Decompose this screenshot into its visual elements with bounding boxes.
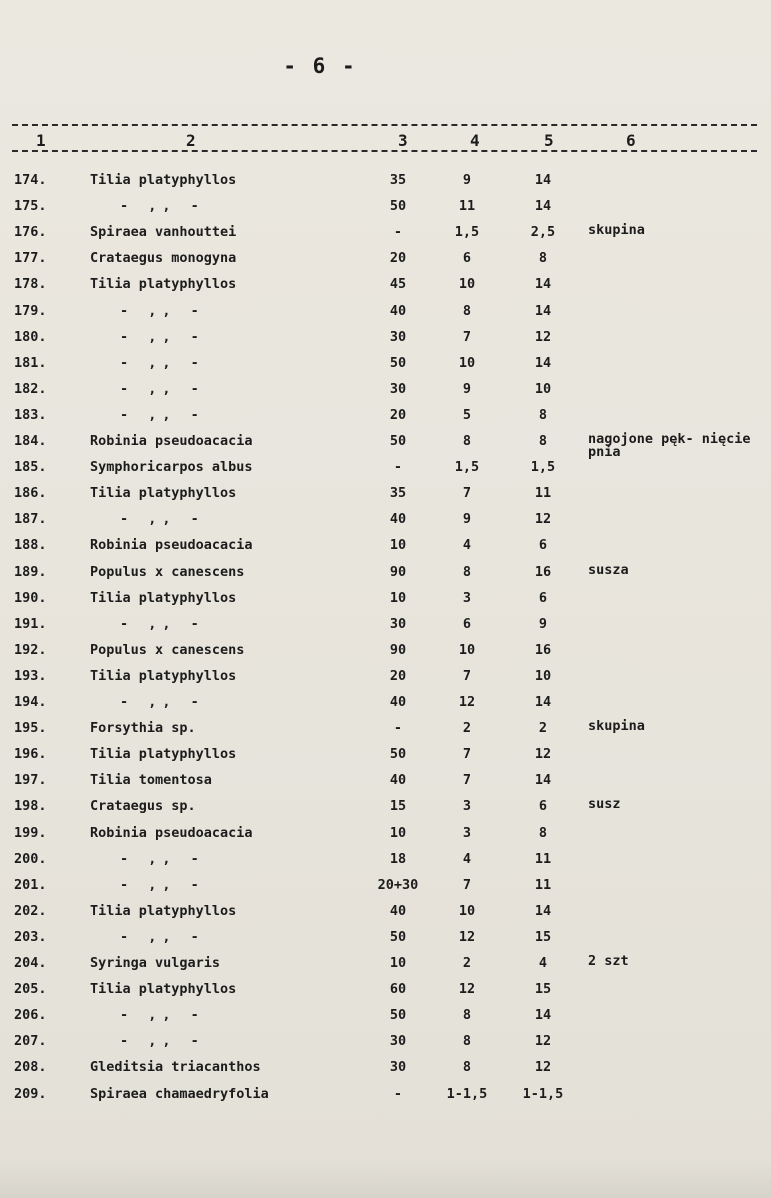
species-name: Spiraea vanhouttei bbox=[90, 224, 237, 241]
table-row bbox=[0, 1029, 771, 1055]
col-5-value: 15 bbox=[534, 981, 552, 998]
species-name: Tilia platyphyllos bbox=[90, 485, 237, 502]
species-name: Tilia platyphyllos bbox=[90, 981, 237, 998]
col-5-value: 8 bbox=[538, 433, 548, 449]
row-number: 185. bbox=[14, 459, 47, 476]
col-3-value: 20 bbox=[389, 667, 407, 684]
row-number: 191. bbox=[14, 615, 47, 632]
table-row bbox=[0, 351, 771, 377]
col-4-value: 10 bbox=[458, 902, 476, 919]
row-number: 187. bbox=[14, 511, 47, 528]
species-name: Symphoricarpos albus bbox=[90, 459, 253, 476]
table-row bbox=[0, 272, 771, 298]
species-name: Tilia tomentosa bbox=[90, 772, 212, 789]
species-name: - ,, - bbox=[120, 406, 205, 423]
table-row bbox=[0, 847, 771, 873]
col-4-value: 5 bbox=[462, 406, 472, 423]
header-col-5: 5 bbox=[544, 131, 554, 150]
row-number: 175. bbox=[14, 198, 47, 215]
species-name: Gleditsia triacanthos bbox=[90, 1059, 261, 1076]
col-3-value: 90 bbox=[389, 641, 407, 658]
table-row bbox=[0, 821, 771, 847]
col-4-value: 7 bbox=[462, 746, 472, 763]
col-5-value: 12 bbox=[534, 1033, 552, 1050]
col-3-value: 40 bbox=[389, 902, 407, 919]
row-number: 201. bbox=[14, 876, 47, 893]
table-row bbox=[0, 612, 771, 638]
col-4-value: 6 bbox=[462, 250, 472, 267]
table-header bbox=[0, 128, 771, 150]
row-number: 197. bbox=[14, 772, 47, 789]
header-col-4: 4 bbox=[470, 131, 480, 150]
col-4-value: 12 bbox=[458, 694, 476, 710]
species-name: - ,, - bbox=[120, 928, 205, 945]
col-5-value: 14 bbox=[534, 772, 552, 789]
col-5-value: 9 bbox=[538, 615, 548, 632]
col-4-value: 1-1,5 bbox=[446, 1085, 488, 1102]
page-number: - 6 - bbox=[283, 54, 357, 78]
species-name: Tilia platyphyllos bbox=[90, 172, 237, 188]
col-3-value: 30 bbox=[389, 1059, 407, 1076]
col-4-value: 11 bbox=[458, 198, 476, 215]
col-5-value: 6 bbox=[538, 589, 548, 606]
col-4-value: 1,5 bbox=[454, 224, 480, 241]
remarks: nagojone pęk- nięcie pnia bbox=[588, 431, 751, 460]
col-3-value: - bbox=[393, 720, 403, 737]
col-5-value: 12 bbox=[534, 1059, 552, 1076]
col-5-value: 14 bbox=[534, 302, 552, 319]
table-row bbox=[0, 481, 771, 507]
species-name: Forsythia sp. bbox=[90, 720, 196, 737]
table-row bbox=[0, 794, 771, 820]
col-4-value: 4 bbox=[462, 850, 472, 867]
row-number: 182. bbox=[14, 380, 47, 397]
table-row bbox=[0, 325, 771, 351]
row-number: 198. bbox=[14, 798, 47, 815]
col-4-value: 2 bbox=[462, 955, 472, 971]
table-row bbox=[0, 586, 771, 612]
col-5-value: 15 bbox=[534, 928, 552, 945]
species-name: - ,, - bbox=[120, 1007, 205, 1024]
col-3-value: 50 bbox=[389, 433, 407, 449]
col-5-value: 10 bbox=[534, 667, 552, 684]
table-row bbox=[0, 1082, 771, 1108]
col-3-value: 30 bbox=[389, 328, 407, 345]
page-edge-shadow bbox=[0, 1160, 771, 1198]
col-4-value: 9 bbox=[462, 172, 472, 188]
table-row bbox=[0, 299, 771, 325]
col-3-value: 50 bbox=[389, 746, 407, 763]
col-5-value: 14 bbox=[534, 198, 552, 215]
table-row bbox=[0, 638, 771, 664]
row-number: 195. bbox=[14, 720, 47, 737]
row-number: 178. bbox=[14, 276, 47, 293]
species-name: - ,, - bbox=[120, 354, 205, 371]
species-name: Crataegus sp. bbox=[90, 798, 196, 815]
col-5-value: 14 bbox=[534, 902, 552, 919]
remarks: susza bbox=[588, 561, 629, 578]
col-3-value: - bbox=[393, 459, 403, 476]
col-3-value: - bbox=[393, 1085, 403, 1102]
col-4-value: 7 bbox=[462, 667, 472, 684]
row-number: 203. bbox=[14, 928, 47, 945]
row-number: 186. bbox=[14, 485, 47, 502]
col-4-value: 8 bbox=[462, 433, 472, 449]
col-4-value: 7 bbox=[462, 328, 472, 345]
row-number: 208. bbox=[14, 1059, 47, 1076]
row-number: 199. bbox=[14, 824, 47, 841]
table-row bbox=[0, 951, 771, 977]
col-5-value: 6 bbox=[538, 537, 548, 554]
table-row bbox=[0, 220, 771, 246]
col-3-value: 20 bbox=[389, 406, 407, 423]
col-3-value: 50 bbox=[389, 928, 407, 945]
top-rule bbox=[12, 124, 757, 126]
row-number: 189. bbox=[14, 563, 47, 580]
col-4-value: 10 bbox=[458, 354, 476, 371]
col-3-value: 40 bbox=[389, 302, 407, 319]
table-row bbox=[0, 507, 771, 533]
col-5-value: 2 bbox=[538, 720, 548, 737]
col-3-value: 50 bbox=[389, 198, 407, 215]
row-number: 200. bbox=[14, 850, 47, 867]
table-row bbox=[0, 716, 771, 742]
table-row bbox=[0, 768, 771, 794]
col-3-value: 10 bbox=[389, 955, 407, 971]
row-number: 202. bbox=[14, 902, 47, 919]
col-4-value: 7 bbox=[462, 876, 472, 893]
header-col-3: 3 bbox=[398, 131, 408, 150]
col-5-value: 1,5 bbox=[530, 459, 556, 476]
species-name: Tilia platyphyllos bbox=[90, 902, 237, 919]
col-3-value: 35 bbox=[389, 485, 407, 502]
col-5-value: 16 bbox=[534, 641, 552, 658]
col-3-value: 20+30 bbox=[377, 876, 419, 893]
row-number: 205. bbox=[14, 981, 47, 998]
col-5-value: 12 bbox=[534, 328, 552, 345]
table-row bbox=[0, 403, 771, 429]
col-4-value: 2 bbox=[462, 720, 472, 737]
table-row bbox=[0, 455, 771, 481]
row-number: 174. bbox=[14, 172, 47, 188]
row-number: 177. bbox=[14, 250, 47, 267]
col-3-value: 30 bbox=[389, 615, 407, 632]
col-4-value: 10 bbox=[458, 641, 476, 658]
col-4-value: 12 bbox=[458, 928, 476, 945]
row-number: 188. bbox=[14, 537, 47, 554]
species-name: - ,, - bbox=[120, 198, 205, 215]
row-number: 176. bbox=[14, 224, 47, 241]
col-5-value: 6 bbox=[538, 798, 548, 815]
col-3-value: 20 bbox=[389, 250, 407, 267]
species-name: - ,, - bbox=[120, 850, 205, 867]
col-3-value: 40 bbox=[389, 511, 407, 528]
species-name: Robinia pseudoacacia bbox=[90, 537, 253, 554]
species-name: - ,, - bbox=[120, 380, 205, 397]
col-5-value: 1-1,5 bbox=[522, 1085, 564, 1102]
header-rule bbox=[12, 150, 757, 152]
species-name: - ,, - bbox=[120, 694, 205, 710]
col-5-value: 14 bbox=[534, 694, 552, 710]
col-5-value: 14 bbox=[534, 276, 552, 293]
row-number: 196. bbox=[14, 746, 47, 763]
row-number: 180. bbox=[14, 328, 47, 345]
col-3-value: 30 bbox=[389, 380, 407, 397]
col-5-value: 10 bbox=[534, 380, 552, 397]
col-3-value: 30 bbox=[389, 1033, 407, 1050]
table-row bbox=[0, 246, 771, 272]
col-4-value: 6 bbox=[462, 615, 472, 632]
row-number: 192. bbox=[14, 641, 47, 658]
remarks: skupina bbox=[588, 222, 645, 239]
species-name: Tilia platyphyllos bbox=[90, 276, 237, 293]
species-name: - ,, - bbox=[120, 302, 205, 319]
species-name: Robinia pseudoacacia bbox=[90, 433, 253, 449]
table-row bbox=[0, 977, 771, 1003]
table-row bbox=[0, 690, 771, 716]
row-number: 179. bbox=[14, 302, 47, 319]
table-row bbox=[0, 377, 771, 403]
row-number: 209. bbox=[14, 1085, 47, 1102]
table-row bbox=[0, 873, 771, 899]
row-number: 207. bbox=[14, 1033, 47, 1050]
col-4-value: 7 bbox=[462, 485, 472, 502]
row-number: 183. bbox=[14, 406, 47, 423]
row-number: 184. bbox=[14, 433, 47, 449]
col-3-value: 90 bbox=[389, 563, 407, 580]
species-name: - ,, - bbox=[120, 328, 205, 345]
row-number: 190. bbox=[14, 589, 47, 606]
col-3-value: 10 bbox=[389, 589, 407, 606]
species-name: Populus x canescens bbox=[90, 563, 245, 580]
col-5-value: 11 bbox=[534, 876, 552, 893]
col-5-value: 2,5 bbox=[530, 224, 556, 241]
col-4-value: 9 bbox=[462, 380, 472, 397]
col-3-value: - bbox=[393, 224, 403, 241]
col-4-value: 9 bbox=[462, 511, 472, 528]
col-5-value: 14 bbox=[534, 1007, 552, 1024]
species-name: - ,, - bbox=[120, 615, 205, 632]
row-number: 194. bbox=[14, 694, 47, 710]
col-5-value: 14 bbox=[534, 354, 552, 371]
species-name: Populus x canescens bbox=[90, 641, 245, 658]
col-3-value: 40 bbox=[389, 694, 407, 710]
species-name: Syringa vulgaris bbox=[90, 955, 221, 971]
remarks: skupina bbox=[588, 718, 645, 735]
table-row bbox=[0, 168, 771, 194]
row-number: 193. bbox=[14, 667, 47, 684]
species-name: Robinia pseudoacacia bbox=[90, 824, 253, 841]
table-row bbox=[0, 664, 771, 690]
col-3-value: 50 bbox=[389, 354, 407, 371]
col-4-value: 12 bbox=[458, 981, 476, 998]
remarks: susz bbox=[588, 796, 621, 813]
row-number: 204. bbox=[14, 955, 47, 971]
species-name: Tilia platyphyllos bbox=[90, 746, 237, 763]
col-3-value: 45 bbox=[389, 276, 407, 293]
col-4-value: 7 bbox=[462, 772, 472, 789]
col-3-value: 18 bbox=[389, 850, 407, 867]
col-3-value: 35 bbox=[389, 172, 407, 188]
table-row bbox=[0, 899, 771, 925]
col-4-value: 3 bbox=[462, 798, 472, 815]
col-5-value: 8 bbox=[538, 824, 548, 841]
species-name: Spiraea chamaedryfolia bbox=[90, 1085, 269, 1102]
col-3-value: 40 bbox=[389, 772, 407, 789]
col-4-value: 10 bbox=[458, 276, 476, 293]
table-row bbox=[0, 194, 771, 220]
col-5-value: 12 bbox=[534, 511, 552, 528]
col-4-value: 1,5 bbox=[454, 459, 480, 476]
table-row bbox=[0, 560, 771, 586]
col-4-value: 8 bbox=[462, 302, 472, 319]
col-4-value: 3 bbox=[462, 824, 472, 841]
col-3-value: 60 bbox=[389, 981, 407, 998]
remarks: 2 szt bbox=[588, 953, 629, 969]
col-5-value: 14 bbox=[534, 172, 552, 188]
species-name: - ,, - bbox=[120, 876, 205, 893]
col-4-value: 8 bbox=[462, 1059, 472, 1076]
table-row bbox=[0, 742, 771, 768]
header-col-6: 6 bbox=[626, 131, 636, 150]
species-name: - ,, - bbox=[120, 511, 205, 528]
table-row bbox=[0, 1055, 771, 1081]
col-3-value: 15 bbox=[389, 798, 407, 815]
col-5-value: 11 bbox=[534, 485, 552, 502]
col-4-value: 3 bbox=[462, 589, 472, 606]
col-5-value: 11 bbox=[534, 850, 552, 867]
header-col-2: 2 bbox=[186, 131, 196, 150]
col-5-value: 8 bbox=[538, 406, 548, 423]
col-5-value: 12 bbox=[534, 746, 552, 763]
table-row bbox=[0, 533, 771, 559]
col-3-value: 50 bbox=[389, 1007, 407, 1024]
species-name: Tilia platyphyllos bbox=[90, 667, 237, 684]
table-row bbox=[0, 925, 771, 951]
species-name: Crataegus monogyna bbox=[90, 250, 237, 267]
col-5-value: 4 bbox=[538, 955, 548, 971]
col-4-value: 8 bbox=[462, 1033, 472, 1050]
species-name: Tilia platyphyllos bbox=[90, 589, 237, 606]
col-4-value: 8 bbox=[462, 563, 472, 580]
table-row bbox=[0, 1003, 771, 1029]
col-3-value: 10 bbox=[389, 537, 407, 554]
col-5-value: 16 bbox=[534, 563, 552, 580]
col-4-value: 8 bbox=[462, 1007, 472, 1024]
col-3-value: 10 bbox=[389, 824, 407, 841]
col-5-value: 8 bbox=[538, 250, 548, 267]
row-number: 181. bbox=[14, 354, 47, 371]
col-4-value: 4 bbox=[462, 537, 472, 554]
table-row bbox=[0, 429, 771, 460]
row-number: 206. bbox=[14, 1007, 47, 1024]
species-name: - ,, - bbox=[120, 1033, 205, 1050]
header-col-1: 1 bbox=[36, 131, 46, 150]
